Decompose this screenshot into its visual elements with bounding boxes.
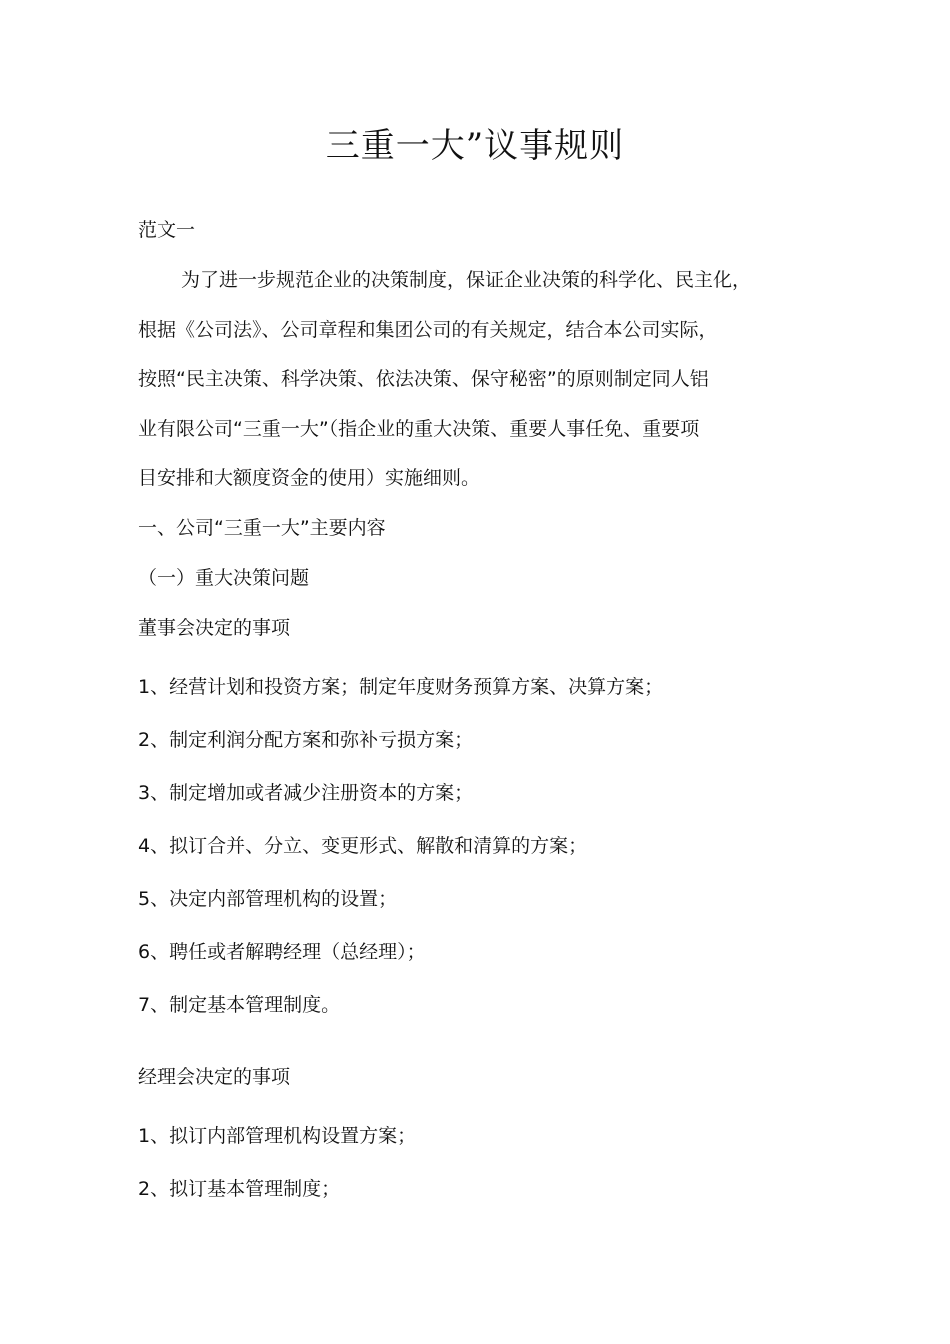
sample-label: 范文一	[138, 219, 196, 241]
board-item: 6、聘任或者解聘经理（总经理）；	[138, 941, 426, 963]
subsection-heading: （一）重大决策问题	[138, 567, 310, 589]
board-heading: 董事会决定的事项	[138, 617, 291, 639]
board-item: 4、拟订合并、分立、变更形式、解散和清算的方案；	[138, 835, 588, 857]
intro-paragraph	[138, 256, 818, 504]
intro-line: 根据《公司法》、公司章程和集团公司的有关规定，结合本公司实际，	[138, 318, 718, 341]
intro-line: 目安排和大额度资金的使用）实施细则。	[138, 467, 481, 489]
intro-line: 为了进一步规范企业的决策制度，保证企业决策的科学化、民主化，	[181, 269, 752, 291]
section-heading: 一、公司“三重一大”主要内容	[138, 517, 386, 539]
managers-item: 2、拟订基本管理制度；	[138, 1178, 341, 1200]
document-title: 三重一大”议事规则	[325, 126, 625, 166]
managers-item: 1、拟订内部管理机构设置方案；	[138, 1125, 417, 1147]
board-item: 1、经营计划和投资方案；制定年度财务预算方案、决算方案；	[138, 676, 664, 698]
board-item: 7、制定基本管理制度。	[138, 994, 341, 1016]
intro-line: 按照“民主决策、科学决策、依法决策、保守秘密”的原则制定同人铝	[138, 368, 709, 390]
board-item: 3、制定增加或者减少注册资本的方案；	[138, 782, 474, 804]
board-item: 2、制定利润分配方案和弥补亏损方案；	[138, 729, 474, 751]
board-item: 5、决定内部管理机构的设置；	[138, 888, 398, 910]
managers-heading: 经理会决定的事项	[138, 1066, 291, 1088]
intro-line: 业有限公司“三重一大”（指企业的重大决策、重要人事任免、重要项	[138, 417, 700, 440]
